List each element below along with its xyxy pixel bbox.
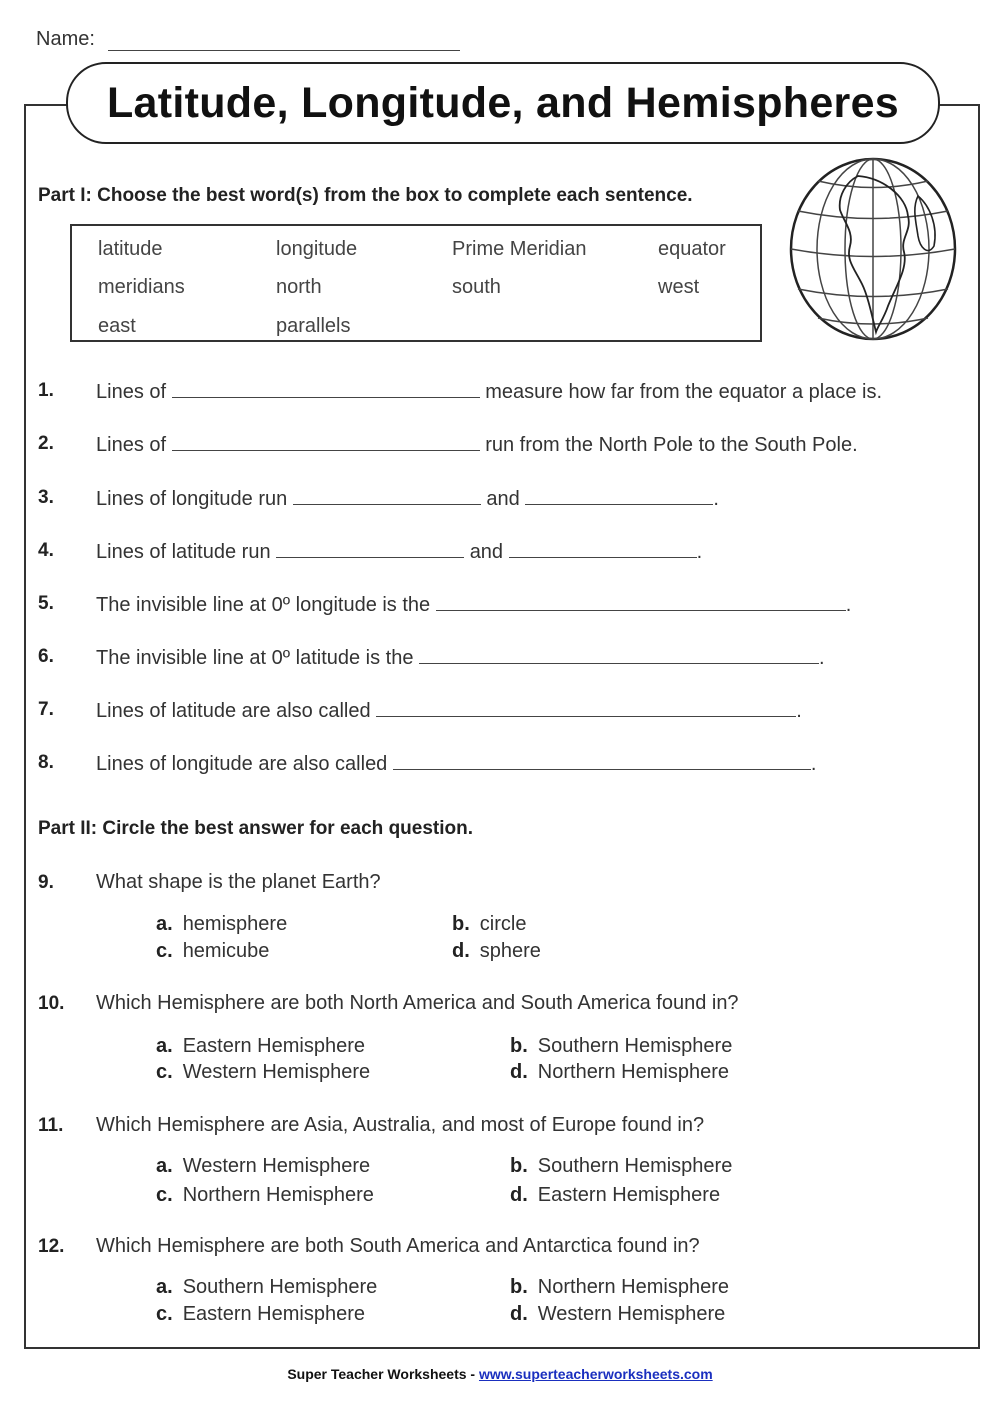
answer-blank[interactable] (276, 539, 464, 558)
answer-option[interactable]: b. circle (452, 913, 527, 935)
footer-separator: - (466, 1366, 479, 1382)
question-number: 2. (38, 433, 54, 454)
answer-option[interactable]: b. Southern Hemisphere (510, 1155, 733, 1177)
answer-option[interactable]: b. Northern Hemisphere (510, 1276, 729, 1298)
answer-blank[interactable] (172, 379, 480, 398)
question-text: measure how far from the equator a place is. (485, 381, 883, 403)
question-text: Lines of latitude run (96, 541, 271, 563)
question-9: What shape is the planet Earth? (96, 871, 381, 893)
answer-option[interactable]: c. hemicube (156, 940, 270, 962)
answer-option[interactable]: c. Western Hemisphere (156, 1061, 371, 1083)
question-text: run from the North Pole to the South Pole. (485, 434, 858, 456)
name-field[interactable] (108, 50, 460, 51)
word-bank-item: west (658, 276, 700, 298)
question-number: 5. (38, 593, 54, 614)
question-7 (96, 698, 802, 723)
answer-option[interactable]: a. hemisphere (156, 913, 288, 935)
word-bank-item: south (452, 276, 501, 298)
answer-option[interactable]: c. Northern Hemisphere (156, 1184, 374, 1206)
word-bank-item: equator (658, 238, 726, 260)
word-bank-item: meridians (98, 276, 185, 298)
footer (0, 1366, 1000, 1382)
question-text: Lines of longitude run (96, 488, 288, 510)
question-text: . (845, 594, 852, 616)
answer-option[interactable]: a. Southern Hemisphere (156, 1276, 378, 1298)
word-bank-item: latitude (98, 238, 163, 260)
question-number: 7. (38, 699, 54, 720)
answer-option[interactable]: d. Eastern Hemisphere (510, 1184, 721, 1206)
question-number: 6. (38, 646, 54, 667)
answer-option[interactable]: d. sphere (452, 940, 541, 962)
word-bank-item: north (276, 276, 322, 298)
question-text: The invisible line at 0º latitude is the (96, 647, 414, 669)
question-6 (96, 645, 825, 670)
question-number: 12. (38, 1236, 65, 1257)
answer-blank[interactable] (509, 539, 697, 558)
answer-blank[interactable] (419, 645, 819, 664)
question-number: 8. (38, 752, 54, 773)
title-banner (66, 62, 940, 144)
word-bank-item: east (98, 315, 136, 337)
question-12: Which Hemisphere are both South America and Antarctica found in? (96, 1235, 700, 1257)
answer-blank[interactable] (293, 486, 481, 505)
question-number: 1. (38, 380, 54, 401)
part2-heading: Part II: Circle the best answer for each question. (38, 818, 474, 839)
question-3 (96, 486, 719, 511)
question-text: and (469, 541, 504, 563)
question-text: . (796, 700, 802, 722)
question-number: 11. (38, 1115, 64, 1136)
word-bank-item: longitude (276, 238, 358, 260)
answer-option[interactable]: c. Eastern Hemisphere (156, 1303, 365, 1325)
question-11: Which Hemisphere are Asia, Australia, and most of Europe found in? (96, 1114, 705, 1136)
question-text: Lines of (96, 381, 167, 403)
question-number: 3. (38, 487, 54, 508)
answer-option[interactable]: d. Northern Hemisphere (510, 1061, 729, 1083)
question-text: . (696, 541, 703, 563)
question-text: . (713, 488, 719, 510)
answer-blank[interactable] (436, 592, 846, 611)
part1-heading: Part I: Choose the best word(s) from the box to complete each sentence. (38, 185, 693, 206)
word-bank (70, 224, 762, 342)
answer-blank[interactable] (525, 486, 713, 505)
word-bank-item: parallels (276, 315, 351, 337)
question-number: 10. (38, 993, 65, 1014)
answer-option[interactable]: d. Western Hemisphere (510, 1303, 726, 1325)
question-8 (96, 751, 816, 776)
answer-option[interactable]: a. Eastern Hemisphere (156, 1035, 365, 1057)
question-2 (96, 432, 858, 457)
page-title: Latitude, Longitude, and Hemispheres (106, 78, 900, 127)
answer-option[interactable]: a. Western Hemisphere (156, 1155, 371, 1177)
question-4 (96, 539, 702, 564)
answer-blank[interactable] (376, 698, 796, 717)
question-text: . (810, 753, 817, 775)
answer-blank[interactable] (172, 432, 480, 451)
question-text: Lines of (96, 434, 167, 456)
question-text: The invisible line at 0º longitude is the (96, 594, 431, 616)
question-1 (96, 379, 882, 404)
question-10: Which Hemisphere are both North America and South America found in? (96, 992, 739, 1014)
question-text: Lines of latitude are also called (96, 700, 371, 722)
footer-link[interactable]: www.superteacherworksheets.com (478, 1366, 713, 1382)
footer-brand: Super Teacher Worksheets (287, 1366, 467, 1382)
globe-icon (788, 156, 958, 342)
question-number: 4. (38, 540, 54, 561)
question-text: . (819, 647, 825, 669)
word-bank-item: Prime Meridian (452, 238, 587, 260)
answer-blank[interactable] (393, 751, 811, 770)
question-text: Lines of longitude are also called (96, 753, 388, 775)
answer-option[interactable]: b. Southern Hemisphere (510, 1035, 733, 1057)
name-label: Name: (36, 28, 95, 50)
question-5 (96, 592, 851, 617)
question-number: 9. (38, 872, 54, 893)
question-text: and (486, 488, 520, 510)
